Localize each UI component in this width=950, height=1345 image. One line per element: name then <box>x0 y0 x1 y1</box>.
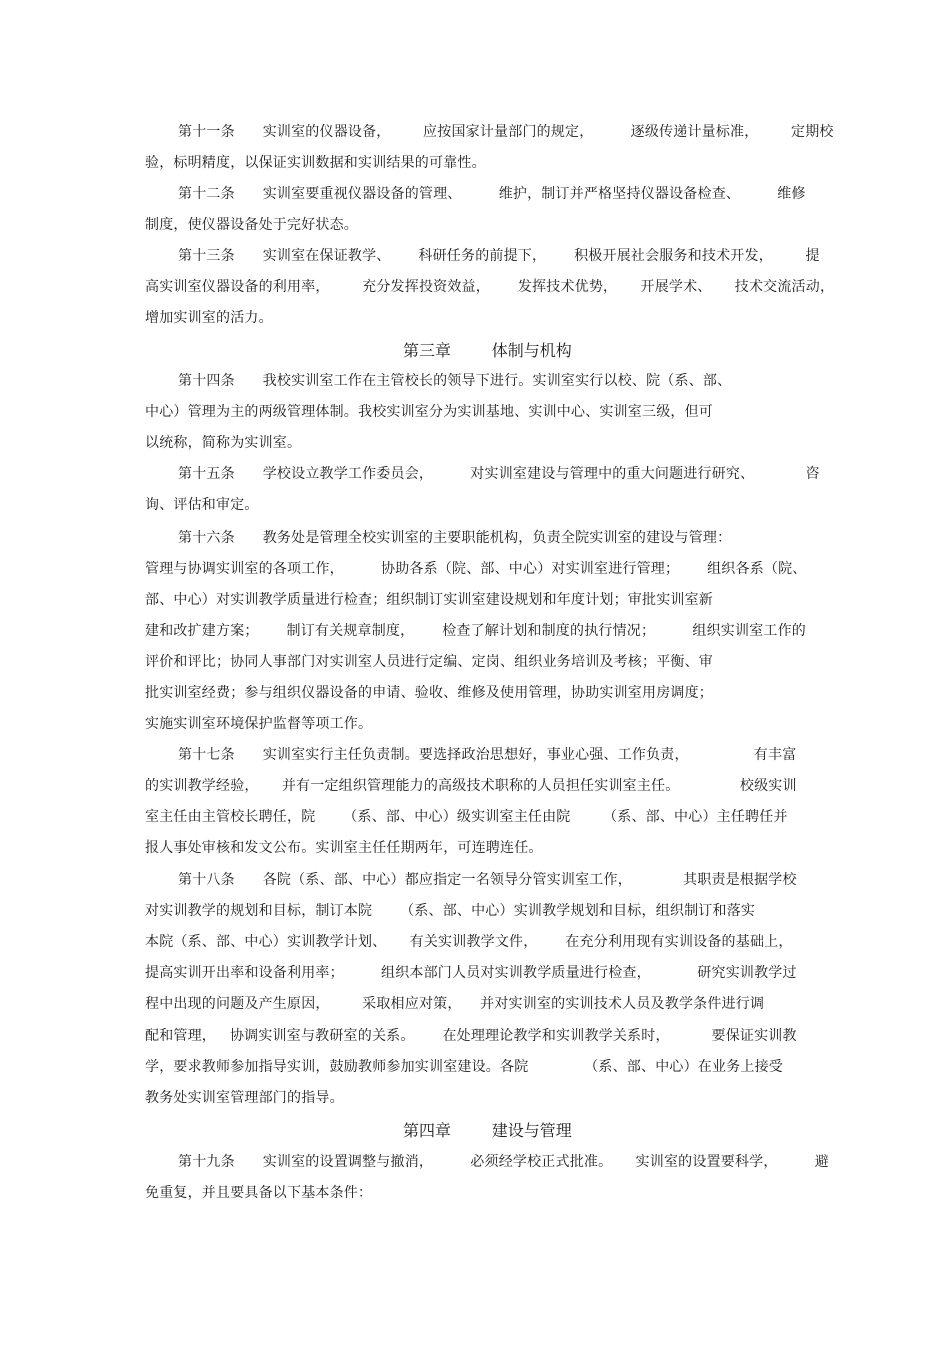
article-18-line-5: 程中出现的问题及产生原因， 采取相应对策， 并对实训室的实训技术人员及教学条件进行调 <box>145 996 765 1012</box>
article-16-line-1: 第十六条 教务处是管理全校实训室的主要职能机构，负责全院实训室的建设与管理： <box>178 530 732 546</box>
article-12-line-1: 第十二条 实训室要重视仪器设备的管理、 维护，制订并严格坚持仪器设备检查、 维修 <box>178 186 806 202</box>
article-14-line-1: 第十四条 我校实训室工作在主管校长的领导下进行。实训室实行以校、院（系、部、 <box>178 373 732 389</box>
article-18-line-8: 教务处实训室管理部门的指导。 <box>145 1090 344 1106</box>
article-15-line-1: 第十五条 学校设立教学工作委员会， 对实训室建设与管理中的重大问题进行研究、 咨 <box>178 466 820 482</box>
chapter-3-heading: 第三章 体制与机构 <box>403 341 572 360</box>
article-14-line-2: 中心）管理为主的两级管理体制。我校实训室分为实训基地、实训中心、实训室三级，但可 <box>145 404 713 420</box>
article-18-line-4: 提高实训开出率和设备利用率； 组织本部门人员对实训教学质量进行检查， 研究实训教学过 <box>145 965 797 981</box>
article-16-line-7: 实施实训室环境保护监督等项工作。 <box>145 716 373 732</box>
article-17-line-1: 第十七条 实训室实行主任负责制。要选择政治思想好，事业心强、工作负责， 有丰富 <box>178 747 797 763</box>
chapter-4-heading: 第四章 建设与管理 <box>403 1121 572 1140</box>
article-16-line-2: 管理与协调实训室的各项工作， 协助各系（院、部、中心）对实训室进行管理； 组织各系（院、 <box>145 561 807 577</box>
article-15-line-2: 询、评估和审定。 <box>145 497 259 513</box>
article-16-line-5: 评价和评比；协同人事部门对实训室人员进行定编、定岗、组织业务培训及考核；平衡、审 <box>145 654 713 670</box>
article-17-line-4: 报人事处审核和发文公布。实训室主任任期两年，可连聘连任。 <box>145 840 543 856</box>
article-18-line-7: 学，要求教师参加指导实训，鼓励教师参加实训室建设。各院 （系、部、中心）在业务上接受 <box>145 1059 783 1075</box>
article-16-line-3: 部、中心）对实训教学质量进行检查；组织制订实训室建设规划和年度计划；审批实训室新 <box>145 592 713 608</box>
article-16-line-6: 批实训室经费；参与组织仪器设备的申请、验收、维修及使用管理，协助实训室用房调度； <box>145 685 713 701</box>
article-16-line-4: 建和改扩建方案； 制订有关规章制度， 检查了解计划和制度的执行情况； 组织实训室工作的 <box>145 623 807 639</box>
article-18-line-1: 第十八条 各院（系、部、中心）都应指定一名领导分管实训室工作， 其职责是根据学校 <box>178 872 797 888</box>
article-19-line-1: 第十九条 实训室的设置调整与撤消， 必须经学校正式批准。 实训室的设置要科学， 避 <box>178 1154 829 1170</box>
article-12-line-2: 制度，使仪器设备处于完好状态。 <box>145 217 358 233</box>
article-18-line-3: 本院（系、部、中心）实训教学计划、 有关实训教学文件， 在充分利用现有实训设备的基础上， <box>145 934 793 950</box>
article-18-line-2: 对实训教学的规划和目标，制订本院 （系、部、中心）实训教学规划和目标，组织制订和落实 <box>145 903 756 919</box>
article-13-line-3: 增加实训室的活力。 <box>145 310 273 326</box>
article-17-line-3: 室主任由主管校长聘任，院 （系、部、中心）级实训室主任由院 （系、部、中心）主任聘任并 <box>145 809 788 825</box>
article-11-line-1: 第十一条 实训室的仪器设备， 应按国家计量部门的规定， 逐级传递计量标准， 定期校 <box>178 124 834 140</box>
article-14-line-3: 以统称，简称为实训室。 <box>145 435 302 451</box>
article-17-line-2: 的实训教学经验， 并有一定组织管理能力的高级技术职称的人员担任实训室主任。 校级实训 <box>145 778 797 794</box>
article-18-line-6: 配和管理， 协调实训室与教研室的关系。 在处理理论教学和实训教学关系时， 要保证实训教 <box>145 1028 797 1044</box>
article-13-line-2: 高实训室仪器设备的利用率， 充分发挥投资效益， 发挥技术优势， 开展学术、 技术交流活动， <box>145 279 835 295</box>
article-19-line-2: 免重复，并且要具备以下基本条件： <box>145 1185 373 1201</box>
article-11-line-2: 验，标明精度，以保证实训数据和实训结果的可靠性。 <box>145 155 486 171</box>
article-13-line-1: 第十三条 实训室在保证教学、 科研任务的前提下， 积极开展社会服务和技术开发， 提 <box>178 248 820 264</box>
